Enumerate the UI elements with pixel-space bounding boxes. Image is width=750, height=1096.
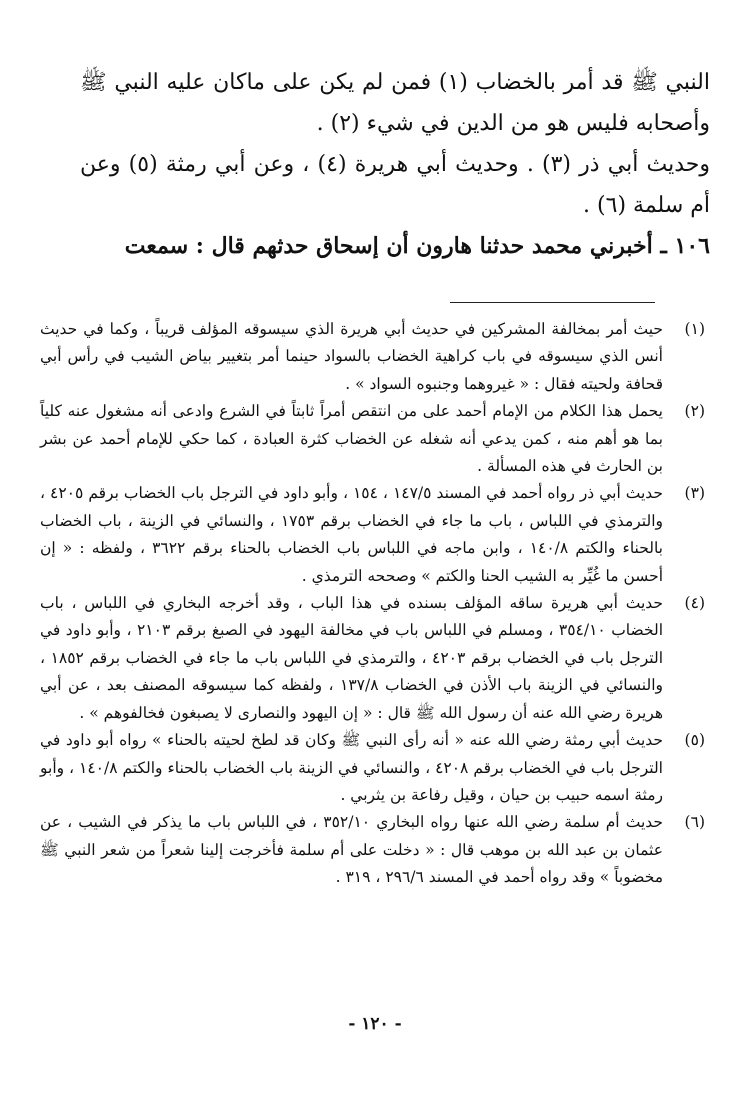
footnote-separator <box>450 302 655 303</box>
footnote-2 <box>40 398 705 480</box>
footnote-number: (٤) <box>684 594 705 613</box>
page-number: - ١٢٠ - <box>348 1014 402 1034</box>
footnote-number: (١) <box>684 320 705 338</box>
hadith-106-line: ١٠٦ ـ أخبرني محمد حدثنا هارون أن إسحاق حدثهم قال : سمعت <box>124 233 710 259</box>
footnote-number: (٥) <box>684 731 705 750</box>
footnote-text: حيث أمر بمخالفة المشركين في حديث أبي هريرة الذي سيسوقه المؤلف قريباً ، وكما في حديث أنس الذي سيسوقه في باب كراهية الخضاب بالسواد حينما أمر بتغيير بياض الشيب في رأس أبي قحافة ولحيته فقال : « غيروهما وجنبوه السواد » . <box>40 320 663 393</box>
footnote-text: حديث أبي ذر رواه أحمد في المسند ١٤٧/٥ ، ١٥٤ ، وأبو داود في الترجل باب الخضاب برقم ٤٢٠٥ ، والترمذي في اللباس ، باب ما جاء في الخضاب برقم ١٧٥٣ ، والنسائي في الزينة ، باب الخضاب بالحناء والكتم ١٤٠/٨ ، وابن ماجه في اللباس باب الخضاب بالحناء برقم ٣٦٢٢ ، ولفظه : « إن أحسن ما غُيِّر به الشيب الحنا والكتم » وصححه الترمذي . <box>40 484 663 585</box>
footnote-text: حديث أبي هريرة ساقه المؤلف بسنده في هذا الباب ، وقد أخرجه البخاري في اللباس ، باب الخضاب ٣٥٤/١٠ ، ومسلم في اللباس باب في مخالفة اليهود في الصبغ برقم ٢١٠٣ ، وأبو داود في الترجل باب في الخضاب برقم ٤٢٠٣ ، والترمذي في اللباس باب ما جاء في الخضاب برقم ١٨٥٢ ، والنسائي في الزينة باب الأذن في الخضاب ١٣٧/٨ ، ولفظه كما سيسوقه المصنف بعد ، عن أبي هريرة رضي الله عنه أن رسول الله ﷺ قال : « إن اليهود والنصارى لا يصبغون فخالفوهم » . <box>40 594 664 722</box>
footnote-4 <box>40 590 705 727</box>
footnote-1 <box>40 316 705 398</box>
main-text <box>80 62 710 267</box>
footnote-5 <box>40 727 705 809</box>
main-paragraph-1: النبي ﷺ قد أمر بالخضاب (١) فمن لم يكن على ماكان عليه النبي ﷺ وأصحابه فليس هو من الدين في شيء (٢) . <box>80 70 710 136</box>
footnote-number: (٦) <box>684 813 705 832</box>
footnote-6 <box>40 809 705 891</box>
footnote-number: (٢) <box>684 402 705 421</box>
footnote-text: حديث أبي رمثة رضي الله عنه « أنه رأى النبي ﷺ وكان قد لطخ لحيته بالحناء » رواه أبو داود في الترجل باب في الخضاب برقم ٤٢٠٨ ، والنسائي في الزينة باب الخضاب بالحناء والكتم ١٤٠/٨ ، وأبو رمثة اسمه حبيب بن حيان ، وقيل رفاعة بن يثربي . <box>40 731 663 804</box>
footnote-text: يحمل هذا الكلام من الإمام أحمد على من انتقص أمراً ثابتاً في الشرع وادعى أنه مشغول عنه كلياً بما هو أهم منه ، كمن يدعي أنه شغله عن الخضاب كثرة العبادة ، كما حكي للإمام أحمد عن بشر بن الحارث في هذه المسألة . <box>40 402 663 476</box>
footnote-3 <box>40 480 705 590</box>
main-paragraph-2: وحديث أبي ذر (٣) . وحديث أبي هريرة (٤) ، وعن أبي رمثة (٥) وعن أم سلمة (٦) . <box>80 152 711 218</box>
footnotes <box>40 316 705 892</box>
footnote-number: (٣) <box>684 484 705 503</box>
footnote-text: حديث أم سلمة رضي الله عنها رواه البخاري ٣٥٢/١٠ ، في اللباس باب ما يذكر في الشيب ، عن عثمان بن عبد الله بن موهب قال : « دخلت على أم سلمة فأخرجت إلينا شعراً من شعر النبي ﷺ مخضوباً » وقد رواه أحمد في المسند ٢٩٦/٦ ، ٣١٩ . <box>40 813 663 887</box>
